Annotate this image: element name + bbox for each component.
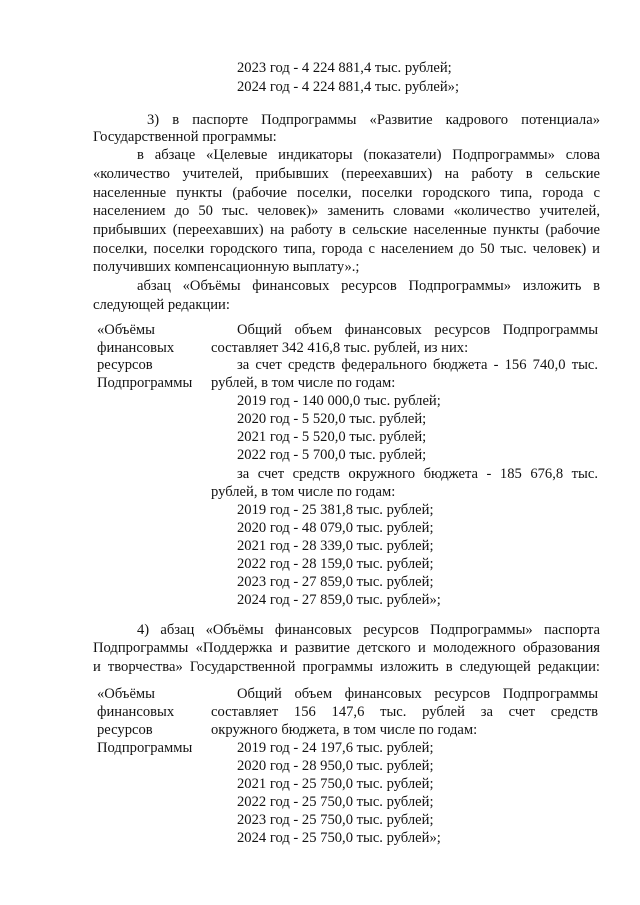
- item3-line: следующей редакции:: [93, 297, 230, 313]
- table1-label: «Объёмы: [97, 322, 155, 338]
- table2-line: 2024 год - 25 750,0 тыс. рублей»;: [237, 830, 441, 846]
- item3-line: получивших компенсационную выплату».;: [93, 259, 360, 275]
- intro-line: 2024 год - 4 224 881,4 тыс. рублей»;: [237, 79, 460, 95]
- item3-line: населением до 50 тыс. человек)» заменить словами «количество учителей,: [93, 203, 600, 219]
- table1-label: финансовых: [97, 340, 175, 356]
- table2-line: 2022 год - 25 750,0 тыс. рублей;: [237, 794, 434, 810]
- item3-line: поселки, поселки городского типа, города с населением до 50 тыс. человек) и: [93, 241, 600, 257]
- table1-line: за счет средств федерального бюджета - 156 740,0 тыс.: [237, 357, 598, 373]
- table1-line: рублей, в том числе по годам:: [211, 375, 396, 391]
- table1-line: составляет 342 416,8 тыс. рублей, из них:: [211, 340, 469, 356]
- table1-line: 2019 год - 140 000,0 тыс. рублей;: [237, 393, 441, 409]
- item3-line: прибывших (переехавших) на работу в сельские населенные пункты (рабочие: [93, 222, 600, 238]
- table2-label: «Объёмы: [97, 686, 155, 702]
- table2-label: финансовых: [97, 704, 175, 720]
- table1-line: за счет средств окружного бюджета - 185 676,8 тыс.: [237, 466, 598, 482]
- table2-line: 2023 год - 25 750,0 тыс. рублей;: [237, 812, 434, 828]
- table2-line: 2019 год - 24 197,6 тыс. рублей;: [237, 740, 434, 756]
- table1-line: 2022 год - 5 700,0 тыс. рублей;: [237, 447, 427, 463]
- table1-line: 2020 год - 5 520,0 тыс. рублей;: [237, 411, 427, 427]
- item3-line: «количество учителей, прибывших (переехавших) на работу в сельские: [93, 166, 600, 182]
- item4-line: Подпрограммы «Поддержка и развитие детского и молодежного образования: [93, 640, 600, 656]
- table1-label: Подпрограммы: [97, 375, 193, 391]
- table2-line: Общий объем финансовых ресурсов Подпрограммы: [237, 686, 598, 702]
- item4-line: 4) абзац «Объёмы финансовых ресурсов Подпрограммы» паспорта: [137, 622, 600, 638]
- table2-label: ресурсов: [97, 722, 153, 738]
- intro-line: 2023 год - 4 224 881,4 тыс. рублей;: [237, 60, 452, 76]
- item3-line: населенные пункты (рабочие поселки, поселки городского типа, города с: [93, 185, 600, 201]
- table1-line: 2022 год - 28 159,0 тыс. рублей;: [237, 556, 434, 572]
- table1-line: 2024 год - 27 859,0 тыс. рублей»;: [237, 592, 441, 608]
- table2-line: составляет 156 147,6 тыс. рублей за счет средств: [211, 704, 598, 720]
- item3-line: 3) в паспорте Подпрограммы «Развитие кадрового потенциала»: [147, 112, 600, 128]
- table1-label: ресурсов: [97, 357, 153, 373]
- item3-line: Государственной программы:: [93, 129, 277, 145]
- table1-line: 2023 год - 27 859,0 тыс. рублей;: [237, 574, 434, 590]
- table1-line: 2019 год - 25 381,8 тыс. рублей;: [237, 502, 434, 518]
- table1-line: рублей, в том числе по годам:: [211, 484, 396, 500]
- table2-line: окружного бюджета, в том числе по годам:: [211, 722, 478, 738]
- table2-line: 2021 год - 25 750,0 тыс. рублей;: [237, 776, 434, 792]
- table1-line: Общий объем финансовых ресурсов Подпрограммы: [237, 322, 598, 338]
- table1-line: 2020 год - 48 079,0 тыс. рублей;: [237, 520, 434, 536]
- table1-line: 2021 год - 5 520,0 тыс. рублей;: [237, 429, 427, 445]
- item4-line: и творчества» Государственной программы изложить в следующей редакции:: [93, 659, 600, 675]
- item3-line: абзац «Объёмы финансовых ресурсов Подпрограммы» изложить в: [137, 278, 600, 294]
- item3-line: в абзаце «Целевые индикаторы (показатели) Подпрограммы» слова: [137, 147, 600, 163]
- table2-line: 2020 год - 28 950,0 тыс. рублей;: [237, 758, 434, 774]
- table1-line: 2021 год - 28 339,0 тыс. рублей;: [237, 538, 434, 554]
- table2-label: Подпрограммы: [97, 740, 193, 756]
